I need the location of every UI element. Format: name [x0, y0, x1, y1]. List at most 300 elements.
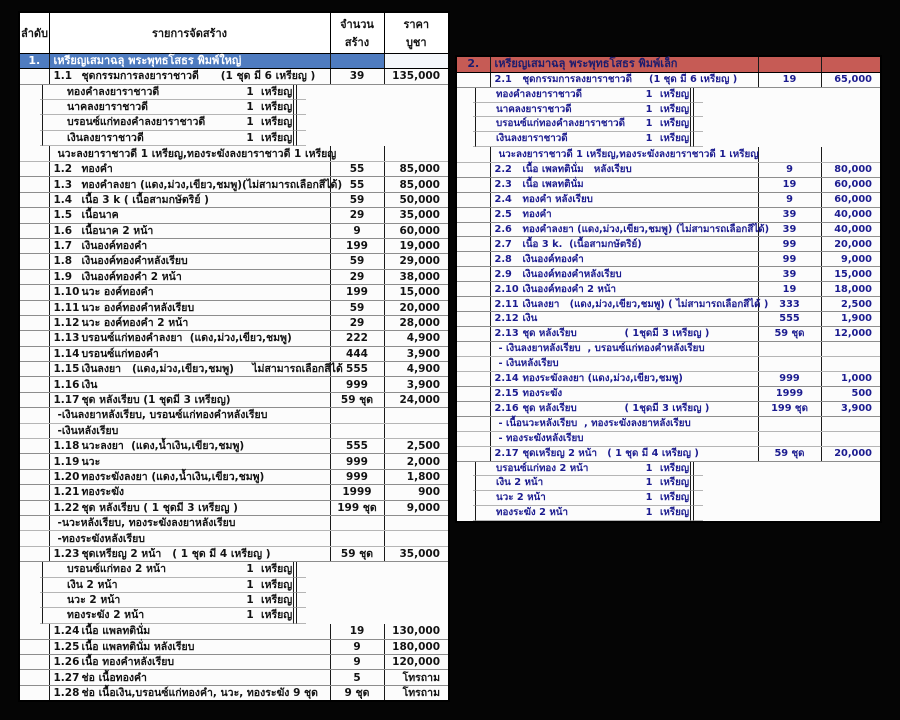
- row-number-cell: [19, 377, 49, 392]
- sub-item-count: 1: [645, 477, 653, 489]
- table-row: [19, 408, 449, 423]
- row-description-cell: [49, 392, 330, 407]
- row-price-cell: 80,000: [821, 162, 881, 177]
- item-number: 2.16: [494, 403, 519, 415]
- row-description-cell: [475, 132, 690, 147]
- row-quantity-cell: 199: [330, 285, 384, 300]
- row-quantity-cell: 222: [330, 331, 384, 346]
- row-description-cell: [49, 254, 330, 269]
- row-description-cell: [490, 192, 758, 207]
- sub-item-count: 1: [645, 118, 653, 130]
- section-header-row: [456, 56, 881, 72]
- row-description-cell: [49, 238, 330, 253]
- row-number-cell: [19, 254, 49, 269]
- item-number: 2.1: [494, 73, 512, 85]
- table-row: [457, 462, 490, 477]
- item-number: 1.11: [53, 301, 80, 314]
- table-row: [457, 132, 490, 147]
- item-number: 1.15: [53, 363, 80, 376]
- row-price-cell: 120,000: [384, 654, 449, 669]
- row-quantity-cell: [330, 423, 384, 438]
- table-row: [19, 423, 449, 438]
- table-row: [20, 100, 49, 115]
- row-description-cell: [49, 69, 330, 84]
- row-price-cell: 35,000: [384, 208, 449, 223]
- row-price-cell: 15,000: [384, 285, 449, 300]
- sub-item-unit: เหรียญ: [660, 88, 690, 100]
- column-header-quantity-line2: สร้าง: [344, 35, 370, 49]
- row-price-cell: [296, 578, 306, 593]
- row-number-cell: [456, 297, 490, 312]
- row-quantity-cell: [758, 147, 821, 162]
- table-row: [456, 207, 881, 222]
- table-row: [19, 315, 449, 330]
- item-label: ชุดกรรมการลงยาราชาวดี (1 ชุด มี 6 เหรียญ ): [81, 70, 316, 83]
- row-description-cell: [49, 423, 330, 438]
- row-description-cell: [42, 578, 293, 593]
- sub-item-count: 1: [246, 593, 254, 606]
- table-row: [19, 177, 449, 192]
- sub-item: [47, 116, 292, 128]
- row-price-cell: [296, 562, 306, 577]
- row-description-cell: [49, 408, 330, 423]
- table-row: [19, 362, 449, 377]
- row-number-cell: [456, 446, 490, 461]
- sub-item-unit: เหรียญ: [261, 563, 293, 576]
- row-number-cell: [456, 356, 490, 371]
- item-number: 2.13: [494, 328, 519, 340]
- row-price-cell: [384, 515, 449, 530]
- row-description-cell: [49, 192, 330, 207]
- row-description-cell: [490, 446, 758, 461]
- row-number-cell: [19, 208, 49, 223]
- row-number-cell: [19, 346, 49, 361]
- row-number-cell: [456, 327, 490, 342]
- item-number: 1.9: [53, 270, 73, 283]
- item-number: 1.2: [53, 163, 73, 176]
- row-number-cell: [19, 223, 49, 238]
- price-table: [455, 55, 882, 523]
- row-price-cell: 2,000: [384, 454, 449, 469]
- row-description-cell: [49, 161, 330, 176]
- item-label: เงินองค์ทองคำ 2 หน้า: [522, 283, 617, 295]
- row-description-cell: [490, 147, 758, 162]
- row-description-cell: [49, 685, 330, 701]
- note-text: -เงินหลังเรียบ: [57, 424, 119, 437]
- row-price-cell: 60,000: [384, 223, 449, 238]
- row-quantity-cell: 59: [330, 300, 384, 315]
- row-price-cell: [821, 342, 881, 357]
- row-price-cell: [693, 506, 703, 521]
- row-price-cell: [821, 431, 881, 446]
- table-row: [19, 454, 449, 469]
- row-description-cell: [49, 485, 330, 500]
- row-quantity-cell: 19: [758, 72, 821, 87]
- sub-item-unit: เหรียญ: [660, 507, 690, 519]
- item-number: 1.22: [53, 501, 80, 514]
- item-label: ทองคำ: [522, 208, 552, 220]
- row-price-cell: 20,000: [384, 300, 449, 315]
- item-label: ชุดเหรียญ 2 หน้า ( 1 ชุด มี 4 เหรียญ ): [81, 547, 271, 560]
- row-price-cell: 29,000: [384, 254, 449, 269]
- table-body: [456, 56, 881, 522]
- column-header-price-line2: บูชา: [405, 35, 427, 49]
- row-number-cell: [19, 192, 49, 207]
- row-number-cell: [19, 331, 49, 346]
- row-description-cell: [49, 469, 330, 484]
- row-description-cell: [475, 491, 690, 506]
- item-label: ชุด หลังเรียบ ( 1ชุดมี 3 เหรียญ ): [522, 403, 710, 415]
- table-row: [19, 439, 449, 454]
- row-quantity-cell: 29: [330, 315, 384, 330]
- row-quantity-cell: 59 ชุด: [758, 446, 821, 461]
- row-quantity-cell: 999: [758, 371, 821, 386]
- row-number-cell: [19, 500, 49, 515]
- item-number: 1.27: [53, 671, 80, 684]
- row-quantity-cell: [758, 342, 821, 357]
- item-label: เงินลงยา (แดง,ม่วง,เขียว,ชมพู) ( ไม่สามารถเลือกสีได้ ): [522, 298, 769, 310]
- sub-item-count: 1: [246, 85, 254, 98]
- row-number-cell: [19, 654, 49, 669]
- item-label: เนื้อนาค: [81, 209, 119, 222]
- row-number-cell: [19, 546, 49, 561]
- sub-item-count: 1: [645, 133, 653, 145]
- item-label: เงิน: [81, 378, 98, 391]
- table-row: [19, 531, 449, 546]
- price-table-large-coins: [18, 11, 448, 702]
- price-table: [18, 11, 450, 702]
- table-row: [456, 192, 881, 207]
- row-price-cell: 35,000: [384, 546, 449, 561]
- row-price-cell: 38,000: [384, 269, 449, 284]
- sub-item-unit: เหรียญ: [261, 131, 293, 144]
- table-row: [456, 327, 881, 342]
- table-row: [19, 69, 449, 84]
- item-label: เงินองค์ทองคำ 2 หน้า: [81, 270, 182, 283]
- sub-item-count: 1: [645, 507, 653, 519]
- table-row: [19, 377, 449, 392]
- row-price-cell: [384, 408, 449, 423]
- table-row: [457, 491, 490, 506]
- item-label: ทองคำ: [81, 163, 113, 176]
- item-number: 1.18: [53, 440, 80, 453]
- table-row: [19, 254, 449, 269]
- section-quantity-cell: [758, 56, 821, 72]
- note-text: - ทองระฆังหลังเรียบ: [498, 432, 584, 444]
- item-label: นวะลงยา (แดง,น้ำเงิน,เขียว,ชมพู): [81, 440, 245, 453]
- table-row: [456, 147, 881, 162]
- table-row: [19, 469, 449, 484]
- table-row: [456, 342, 881, 357]
- item-number: 2.3: [494, 179, 512, 191]
- row-price-cell: 9,000: [821, 252, 881, 267]
- table-row: [456, 222, 881, 237]
- row-quantity-cell: 9: [330, 639, 384, 654]
- row-quantity-cell: 9: [330, 223, 384, 238]
- row-description-cell: [475, 462, 690, 477]
- price-table-small-coins: [455, 55, 880, 523]
- row-price-cell: 24,000: [384, 392, 449, 407]
- row-price-cell: 1,800: [384, 469, 449, 484]
- row-price-cell: 20,000: [821, 237, 881, 252]
- row-description-cell: [42, 562, 293, 577]
- row-description-cell: [49, 331, 330, 346]
- sub-item-count: 1: [645, 103, 653, 115]
- row-description-cell: [49, 515, 330, 530]
- item-label: เงินองค์ทองคำหลังเรียบ: [81, 255, 188, 268]
- item-number: 1.1: [53, 70, 73, 83]
- row-price-cell: [821, 356, 881, 371]
- row-description-cell: [490, 431, 758, 446]
- item-label: ชุดกรรมการลงยาราชาวดี (1 ชุด มี 6 เหรียญ ): [522, 73, 738, 85]
- table-row: [456, 401, 881, 416]
- row-description-cell: [49, 624, 330, 639]
- row-price-cell: โทรถาม: [384, 670, 449, 685]
- row-quantity-cell: 99: [758, 237, 821, 252]
- row-number-cell: [19, 238, 49, 253]
- item-label: ช่อ เนื้อเงิน,บรอนซ์แก่ทองคำ, นวะ, ทองระฆัง 9 ชุด: [81, 686, 318, 699]
- table-row: [19, 300, 449, 315]
- row-price-cell: 40,000: [821, 222, 881, 237]
- sub-item: [480, 492, 689, 503]
- item-label: เนื้อ แพลทตินั่ม หลังเรียบ: [81, 640, 195, 653]
- table-row: [19, 269, 449, 284]
- row-quantity-cell: 555: [758, 312, 821, 327]
- row-price-cell: [693, 462, 703, 477]
- row-number-cell: [456, 342, 490, 357]
- row-price-cell: 4,900: [384, 362, 449, 377]
- row-number-cell: [456, 416, 490, 431]
- column-header-price-line1: ราคา: [403, 17, 430, 31]
- item-number: 1.20: [53, 470, 80, 483]
- item-label: นวะ: [81, 455, 101, 468]
- row-number-cell: [456, 207, 490, 222]
- sub-item: [480, 118, 689, 129]
- row-description-cell: [49, 500, 330, 515]
- item-number: 2.10: [494, 283, 519, 295]
- row-number-cell: [456, 222, 490, 237]
- row-quantity-cell: [758, 356, 821, 371]
- column-header-quantity: [330, 12, 384, 53]
- row-quantity-cell: 333: [758, 297, 821, 312]
- item-number: 1.12: [53, 317, 80, 330]
- sub-item-unit: เหรียญ: [660, 118, 690, 130]
- sub-item-unit: เหรียญ: [660, 477, 690, 489]
- item-label: บรอนซ์แก่ทองคำลงยา (แดง,ม่วง,เขียว,ชมพู): [81, 332, 292, 345]
- sub-item-label: เงิน 2 หน้า: [67, 578, 118, 591]
- sub-item-count: 1: [246, 100, 254, 113]
- row-number-cell: [19, 469, 49, 484]
- sub-item-label: บรอนซ์แก่ทองคำลงยาราชาวดี: [67, 116, 206, 129]
- note-text: - เงินลงยาหลังเรียบ , บรอนซ์แก่ทองคำหลังเรียบ: [498, 343, 705, 355]
- row-quantity-cell: [330, 408, 384, 423]
- row-description-cell: [49, 346, 330, 361]
- row-quantity-cell: 59: [330, 254, 384, 269]
- row-description-cell: [490, 72, 758, 87]
- row-description-cell: [42, 593, 293, 608]
- row-description-cell: [490, 416, 758, 431]
- row-number-cell: [19, 315, 49, 330]
- table-row: [456, 312, 881, 327]
- table-row: [457, 117, 490, 132]
- item-number: 1.25: [53, 640, 80, 653]
- item-number: 2.15: [494, 388, 519, 400]
- section-quantity-cell: [330, 53, 384, 69]
- row-quantity-cell: 59 ชุด: [758, 327, 821, 342]
- row-quantity-cell: 5: [330, 670, 384, 685]
- row-quantity-cell: 99: [758, 252, 821, 267]
- table-row: [456, 72, 881, 87]
- row-price-cell: 2,500: [384, 439, 449, 454]
- row-quantity-cell: 55: [330, 161, 384, 176]
- row-price-cell: 15,000: [821, 267, 881, 282]
- sub-item-label: นาคลงยาราชาวดี: [496, 103, 572, 115]
- item-label: บรอนซ์แก่ทองคำ: [81, 347, 159, 360]
- item-label: ทองระฆัง: [522, 388, 563, 400]
- table-row: [20, 131, 49, 146]
- column-header-price: [384, 12, 449, 53]
- row-price-cell: 20,000: [821, 446, 881, 461]
- note-text: -เงินลงยาหลังเรียบ, บรอนซ์แก่ทองคำหลังเรียบ: [57, 409, 268, 422]
- item-number: 2.4: [494, 193, 512, 205]
- row-quantity-cell: 1999: [330, 485, 384, 500]
- section-price-cell: [384, 53, 449, 69]
- row-price-cell: [296, 85, 306, 100]
- section-number-cell: 1.: [19, 53, 49, 69]
- row-number-cell: [19, 515, 49, 530]
- row-description-cell: [490, 371, 758, 386]
- row-number-cell: [19, 439, 49, 454]
- row-quantity-cell: 9: [330, 654, 384, 669]
- sub-item-count: 1: [645, 88, 653, 100]
- table-row: [19, 208, 449, 223]
- row-description-cell: [49, 362, 343, 377]
- section-number-cell: 2.: [456, 56, 490, 72]
- item-number: 1.16: [53, 378, 80, 391]
- sub-item-label: นาคลงยาราชาวดี: [67, 100, 148, 113]
- item-label: ทองคำลงยา (แดง,ม่วง,เขียว,ชมพู) (ไม่สามารถเลือกสีได้): [522, 223, 770, 235]
- item-number: 1.23: [53, 547, 80, 560]
- table-row: [19, 392, 449, 407]
- table-row: [456, 371, 881, 386]
- row-quantity-cell: 19: [758, 177, 821, 192]
- item-number: 1.19: [53, 455, 80, 468]
- table-row: [456, 297, 881, 312]
- row-quantity-cell: 1999: [758, 386, 821, 401]
- item-number: 2.2: [494, 164, 512, 176]
- table-row: [456, 267, 881, 282]
- table-row: [19, 624, 449, 639]
- row-quantity-cell: [330, 146, 384, 161]
- table-row: [456, 237, 881, 252]
- item-label: ช่อ เนื้อทองคำ: [81, 671, 147, 684]
- row-description-cell: [49, 269, 330, 284]
- row-price-cell: 85,000: [384, 161, 449, 176]
- column-header-order: ลำดับ: [19, 12, 49, 53]
- row-number-cell: [19, 300, 49, 315]
- sub-item-unit: เหรียญ: [660, 103, 690, 115]
- item-label: นวะ องค์ทองคำ: [81, 286, 154, 299]
- row-description-cell: [42, 131, 293, 146]
- column-header-description: รายการจัดสร้าง: [49, 12, 330, 53]
- row-number-cell: [456, 267, 490, 282]
- item-label: ชุดเหรียญ 2 หน้า ( 1 ชุด มี 4 เหรียญ ): [522, 447, 699, 459]
- table-row: [20, 85, 49, 100]
- row-number-cell: [19, 685, 49, 701]
- row-price-cell: [296, 608, 306, 623]
- row-quantity-cell: 39: [758, 222, 821, 237]
- sub-item: [47, 101, 292, 113]
- table-row: [19, 670, 449, 685]
- row-price-cell: [693, 117, 703, 132]
- table-row: [456, 177, 881, 192]
- item-label: เงินลงยา (แดง,ม่วง,เขียว,ชมพู) ไม่สามารถเลือกสีได้: [81, 363, 343, 376]
- row-quantity-cell: 555: [330, 439, 384, 454]
- item-label: เงินองค์ทองคำ: [522, 253, 584, 265]
- sub-item: [47, 579, 292, 591]
- row-price-cell: 135,000: [384, 69, 449, 84]
- item-number: 1.28: [53, 686, 80, 699]
- row-description-cell: [49, 670, 330, 685]
- note-text: - เงินหลังเรียบ: [498, 358, 559, 370]
- table-body: [19, 53, 449, 701]
- row-price-cell: [693, 476, 703, 491]
- row-price-cell: โทรถาม: [384, 685, 449, 701]
- row-description-cell: [490, 252, 758, 267]
- row-quantity-cell: [330, 515, 384, 530]
- item-label: นวะ องค์ทองคำหลังเรียบ: [81, 301, 195, 314]
- note-text: - เนื้อนวะหลังเรียบ , ทองระฆังลงยาหลังเรียบ: [498, 418, 691, 430]
- table-row: [19, 485, 449, 500]
- row-quantity-cell: 39: [758, 207, 821, 222]
- item-number: 1.7: [53, 240, 73, 253]
- row-quantity-cell: 59 ชุด: [330, 546, 384, 561]
- row-number-cell: [19, 454, 49, 469]
- note-text: -ทองระฆังหลังเรียบ: [57, 532, 145, 545]
- sub-item-label: เงิน 2 หน้า: [496, 477, 544, 489]
- row-price-cell: 3,900: [384, 377, 449, 392]
- item-number: 1.24: [53, 625, 80, 638]
- row-quantity-cell: 9: [758, 192, 821, 207]
- row-description-cell: [49, 546, 330, 561]
- row-number-cell: [456, 401, 490, 416]
- item-number: 1.14: [53, 347, 80, 360]
- row-description-cell: [42, 115, 293, 130]
- table-row: [457, 88, 490, 103]
- sub-item: [47, 563, 292, 575]
- item-number: 1.4: [53, 193, 73, 206]
- row-description-cell: [475, 88, 690, 103]
- row-quantity-cell: 999: [330, 454, 384, 469]
- row-number-cell: [456, 72, 490, 87]
- sub-item: [480, 133, 689, 144]
- section-title-cell: เหรียญเสมาฉลุ พระพุทธโสธร พิมพ์ใหญ่: [49, 53, 330, 69]
- sub-item-label: นวะ 2 หน้า: [496, 492, 546, 504]
- table-row: [19, 346, 449, 361]
- table-row: [19, 685, 449, 701]
- sub-item: [480, 507, 689, 518]
- table-row: [456, 252, 881, 267]
- item-label: เนื้อ เพลทตินั่ม: [522, 179, 584, 191]
- row-price-cell: 3,900: [384, 346, 449, 361]
- row-quantity-cell: 39: [330, 69, 384, 84]
- row-description-cell: [490, 356, 758, 371]
- item-label: เงิน: [522, 313, 538, 325]
- row-price-cell: 900: [384, 485, 449, 500]
- row-description-cell: [49, 654, 330, 669]
- row-price-cell: 2,500: [821, 297, 881, 312]
- row-quantity-cell: 19: [758, 282, 821, 297]
